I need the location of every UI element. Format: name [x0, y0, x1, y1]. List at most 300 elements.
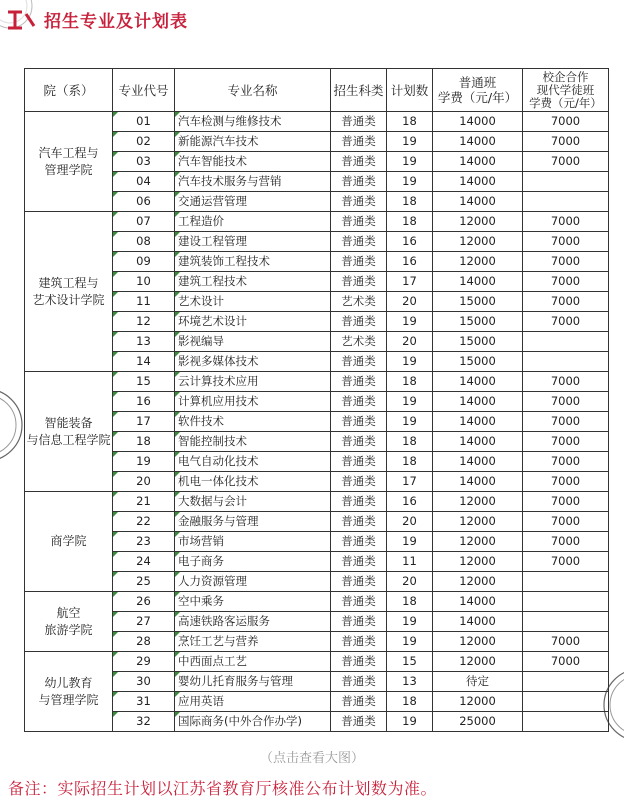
cell-marker-icon [175, 292, 180, 297]
cell-subject: 普通类 [331, 312, 387, 332]
table-row [25, 472, 609, 492]
cell-fee-coop: 7000 [523, 552, 609, 572]
table-row [25, 332, 609, 352]
cell-marker-icon [113, 392, 118, 397]
cell-name: 电子商务 [175, 552, 331, 572]
cell-marker-icon [175, 392, 180, 397]
cell-code: 30 [113, 672, 175, 692]
cell-subject: 艺术类 [331, 332, 387, 352]
table-row [25, 312, 609, 332]
cell-marker-icon [175, 472, 180, 477]
table-header-row [25, 69, 609, 112]
cell-name: 中西面点工艺 [175, 652, 331, 672]
cell-subject: 普通类 [331, 632, 387, 652]
cell-code: 25 [113, 572, 175, 592]
cell-code: 09 [113, 252, 175, 272]
table-row [25, 132, 609, 152]
cell-name: 市场营销 [175, 532, 331, 552]
cell-marker-icon [175, 272, 180, 277]
cell-marker-icon [175, 672, 180, 677]
cell-plan: 19 [387, 412, 433, 432]
table-row [25, 172, 609, 192]
cell-subject: 普通类 [331, 232, 387, 252]
cell-marker-icon [175, 612, 180, 617]
cell-code: 20 [113, 472, 175, 492]
cell-name: 新能源汽车技术 [175, 132, 331, 152]
table-row [25, 452, 609, 472]
cell-fee-coop: 7000 [523, 212, 609, 232]
arc-decoration-icon [0, 370, 26, 480]
cell-marker-icon [113, 692, 118, 697]
cell-marker-icon [175, 412, 180, 417]
dept-name: 建筑工程与 艺术设计学院 [25, 212, 113, 372]
cell-name: 建筑装饰工程技术 [175, 252, 331, 272]
cell-marker-icon [113, 612, 118, 617]
cell-subject: 普通类 [331, 432, 387, 452]
cell-fee-normal: 14000 [433, 472, 523, 492]
cell-subject: 普通类 [331, 192, 387, 212]
table-row [25, 612, 609, 632]
cell-marker-icon [113, 112, 118, 117]
table-row [25, 692, 609, 712]
cell-plan: 19 [387, 132, 433, 152]
cell-plan: 20 [387, 332, 433, 352]
cell-fee-coop: 7000 [523, 472, 609, 492]
dept-name: 智能装备 与信息工程学院 [25, 372, 113, 492]
cell-code: 26 [113, 592, 175, 612]
cell-fee-normal: 14000 [433, 152, 523, 172]
cell-code: 15 [113, 372, 175, 392]
cell-code: 06 [113, 192, 175, 212]
cell-fee-coop: 7000 [523, 152, 609, 172]
cell-marker-icon [113, 592, 118, 597]
cell-fee-coop [523, 672, 609, 692]
cell-marker-icon [113, 432, 118, 437]
cell-plan: 18 [387, 372, 433, 392]
cell-fee-coop [523, 572, 609, 592]
cell-fee-coop: 7000 [523, 512, 609, 532]
cell-plan: 16 [387, 252, 433, 272]
cell-fee-coop: 7000 [523, 532, 609, 552]
table-row [25, 292, 609, 312]
cell-subject: 普通类 [331, 592, 387, 612]
cell-plan: 20 [387, 292, 433, 312]
cell-marker-icon [113, 552, 118, 557]
cell-marker-icon [113, 192, 118, 197]
cell-fee-normal: 14000 [433, 432, 523, 452]
cell-marker-icon [175, 172, 180, 177]
cell-name: 云计算技术应用 [175, 372, 331, 392]
dept-name: 航空 旅游学院 [25, 592, 113, 652]
cell-code: 11 [113, 292, 175, 312]
cell-marker-icon [113, 452, 118, 457]
cell-plan: 18 [387, 692, 433, 712]
header-plan: 计划数 [387, 69, 433, 112]
table-row [25, 492, 609, 512]
table-row [25, 532, 609, 552]
cell-name: 计算机应用技术 [175, 392, 331, 412]
cell-marker-icon [113, 352, 118, 357]
cell-name: 应用英语 [175, 692, 331, 712]
cell-code: 22 [113, 512, 175, 532]
cell-marker-icon [175, 232, 180, 237]
cell-marker-icon [175, 552, 180, 557]
header-subject: 招生科类 [331, 69, 387, 112]
cell-marker-icon [175, 512, 180, 517]
cell-fee-normal: 12000 [433, 512, 523, 532]
cell-plan: 20 [387, 572, 433, 592]
cell-name: 工程造价 [175, 212, 331, 232]
cell-marker-icon [113, 372, 118, 377]
cell-subject: 普通类 [331, 712, 387, 732]
cell-name: 大数据与会计 [175, 492, 331, 512]
tool-icon [4, 6, 38, 34]
cell-subject: 普通类 [331, 132, 387, 152]
cell-subject: 普通类 [331, 352, 387, 372]
cell-fee-normal: 12000 [433, 212, 523, 232]
cell-plan: 19 [387, 632, 433, 652]
table-row [25, 512, 609, 532]
cell-code: 01 [113, 112, 175, 132]
cell-plan: 18 [387, 212, 433, 232]
cell-subject: 普通类 [331, 532, 387, 552]
cell-fee-normal: 15000 [433, 292, 523, 312]
cell-marker-icon [113, 332, 118, 337]
header-name: 专业名称 [175, 69, 331, 112]
table-row [25, 112, 609, 132]
cell-subject: 普通类 [331, 652, 387, 672]
cell-marker-icon [113, 492, 118, 497]
cell-plan: 18 [387, 452, 433, 472]
header-dept: 院（系） [25, 69, 113, 112]
cell-name: 建设工程管理 [175, 232, 331, 252]
cell-code: 08 [113, 232, 175, 252]
cell-code: 29 [113, 652, 175, 672]
cell-plan: 19 [387, 712, 433, 732]
cell-fee-normal: 14000 [433, 372, 523, 392]
dept-name: 商学院 [25, 492, 113, 592]
table-row [25, 232, 609, 252]
cell-plan: 13 [387, 672, 433, 692]
cell-fee-normal: 14000 [433, 412, 523, 432]
cell-code: 10 [113, 272, 175, 292]
cell-plan: 15 [387, 652, 433, 672]
cell-subject: 普通类 [331, 452, 387, 472]
table-row [25, 192, 609, 212]
cell-fee-normal: 15000 [433, 332, 523, 352]
cell-marker-icon [175, 572, 180, 577]
cell-plan: 11 [387, 552, 433, 572]
cell-marker-icon [175, 132, 180, 137]
cell-marker-icon [113, 172, 118, 177]
cell-name: 环境艺术设计 [175, 312, 331, 332]
cell-marker-icon [175, 352, 180, 357]
header-code: 专业代号 [113, 69, 175, 112]
table-row [25, 352, 609, 372]
table-row [25, 372, 609, 392]
cell-marker-icon [113, 652, 118, 657]
table-row [25, 652, 609, 672]
cell-fee-normal: 12000 [433, 692, 523, 712]
cell-name: 汽车智能技术 [175, 152, 331, 172]
title-bar [0, 0, 624, 40]
cell-marker-icon [175, 192, 180, 197]
cell-fee-normal: 12000 [433, 552, 523, 572]
remark-note: 备注：实际招生计划以江苏省教育厅核准公布计划数为准。 [8, 779, 438, 798]
cell-subject: 普通类 [331, 392, 387, 412]
cell-subject: 普通类 [331, 412, 387, 432]
cell-marker-icon [175, 212, 180, 217]
cell-marker-icon [113, 292, 118, 297]
cell-marker-icon [113, 152, 118, 157]
cell-name: 国际商务(中外合作办学) [175, 712, 331, 732]
cell-code: 07 [113, 212, 175, 232]
cell-marker-icon [113, 512, 118, 517]
cell-fee-normal: 12000 [433, 632, 523, 652]
cell-marker-icon [175, 452, 180, 457]
cell-fee-coop: 7000 [523, 452, 609, 472]
cell-marker-icon [175, 492, 180, 497]
table-row [25, 412, 609, 432]
cell-fee-coop: 7000 [523, 432, 609, 452]
cell-fee-coop: 7000 [523, 112, 609, 132]
cell-subject: 普通类 [331, 612, 387, 632]
cell-subject: 普通类 [331, 472, 387, 492]
cell-code: 04 [113, 172, 175, 192]
cell-marker-icon [113, 572, 118, 577]
cell-fee-normal: 12000 [433, 652, 523, 672]
cell-name: 高速铁路客运服务 [175, 612, 331, 632]
cell-fee-normal: 14000 [433, 612, 523, 632]
cell-marker-icon [175, 252, 180, 257]
cell-fee-normal: 14000 [433, 172, 523, 192]
cell-code: 31 [113, 692, 175, 712]
cell-plan: 18 [387, 192, 433, 212]
cell-marker-icon [113, 672, 118, 677]
cell-plan: 19 [387, 612, 433, 632]
cell-fee-normal: 14000 [433, 272, 523, 292]
cell-fee-coop [523, 592, 609, 612]
cell-marker-icon [113, 232, 118, 237]
cell-name: 电气自动化技术 [175, 452, 331, 472]
cell-fee-normal: 14000 [433, 392, 523, 412]
table-row [25, 272, 609, 292]
cell-code: 17 [113, 412, 175, 432]
cell-name: 烹饪工艺与营养 [175, 632, 331, 652]
cell-plan: 16 [387, 492, 433, 512]
cell-code: 28 [113, 632, 175, 652]
cell-marker-icon [113, 252, 118, 257]
cell-marker-icon [175, 712, 180, 717]
cell-subject: 普通类 [331, 552, 387, 572]
cell-subject: 普通类 [331, 272, 387, 292]
dept-name: 幼儿教育 与管理学院 [25, 652, 113, 732]
enrollment-plan-table [24, 68, 609, 732]
cell-fee-normal: 12000 [433, 532, 523, 552]
table-row [25, 672, 609, 692]
cell-fee-coop: 7000 [523, 252, 609, 272]
cell-fee-coop: 7000 [523, 132, 609, 152]
cell-fee-coop: 7000 [523, 272, 609, 292]
header-fee-coop: 校企合作 现代学徒班 学费（元/年） [523, 69, 609, 112]
cell-marker-icon [113, 532, 118, 537]
cell-marker-icon [175, 372, 180, 377]
cell-code: 27 [113, 612, 175, 632]
cell-plan: 17 [387, 472, 433, 492]
page-title: 招生专业及计划表 [44, 12, 188, 32]
cell-marker-icon [175, 112, 180, 117]
cell-subject: 普通类 [331, 672, 387, 692]
cell-fee-coop [523, 332, 609, 352]
cell-name: 智能控制技术 [175, 432, 331, 452]
table-row [25, 432, 609, 452]
cell-name: 人力资源管理 [175, 572, 331, 592]
header-fee-normal: 普通班 学费（元/年） [433, 69, 523, 112]
cell-fee-coop: 7000 [523, 632, 609, 652]
cell-fee-normal: 12000 [433, 492, 523, 512]
cell-fee-coop: 7000 [523, 372, 609, 392]
cell-code: 32 [113, 712, 175, 732]
table-row [25, 392, 609, 412]
cell-plan: 19 [387, 152, 433, 172]
cell-marker-icon [113, 472, 118, 477]
cell-fee-coop [523, 612, 609, 632]
cell-subject: 普通类 [331, 152, 387, 172]
cell-plan: 16 [387, 232, 433, 252]
cell-code: 18 [113, 432, 175, 452]
cell-marker-icon [175, 632, 180, 637]
table-row [25, 572, 609, 592]
cell-fee-normal: 25000 [433, 712, 523, 732]
cell-marker-icon [175, 312, 180, 317]
cell-plan: 18 [387, 432, 433, 452]
cell-subject: 艺术类 [331, 292, 387, 312]
cell-plan: 17 [387, 272, 433, 292]
cell-subject: 普通类 [331, 572, 387, 592]
cell-name: 软件技术 [175, 412, 331, 432]
cell-name: 交通运营管理 [175, 192, 331, 212]
cell-fee-coop: 7000 [523, 312, 609, 332]
cell-fee-normal: 12000 [433, 572, 523, 592]
cell-name: 艺术设计 [175, 292, 331, 312]
table-row [25, 252, 609, 272]
cell-marker-icon [113, 632, 118, 637]
cell-name: 建筑工程技术 [175, 272, 331, 292]
cell-marker-icon [113, 712, 118, 717]
cell-code: 14 [113, 352, 175, 372]
cell-fee-coop: 7000 [523, 652, 609, 672]
table-row [25, 152, 609, 172]
cell-name: 影视编导 [175, 332, 331, 352]
cell-name: 影视多媒体技术 [175, 352, 331, 372]
cell-fee-normal: 14000 [433, 112, 523, 132]
table-row [25, 712, 609, 732]
cell-plan: 19 [387, 312, 433, 332]
table-row [25, 592, 609, 612]
cell-fee-normal: 14000 [433, 452, 523, 472]
cell-plan: 18 [387, 592, 433, 612]
cell-marker-icon [175, 332, 180, 337]
cell-subject: 普通类 [331, 252, 387, 272]
cell-fee-normal: 12000 [433, 232, 523, 252]
cell-code: 02 [113, 132, 175, 152]
cell-plan: 19 [387, 392, 433, 412]
cell-fee-coop [523, 352, 609, 372]
cell-fee-coop: 7000 [523, 292, 609, 312]
cell-subject: 普通类 [331, 212, 387, 232]
cell-code: 12 [113, 312, 175, 332]
cell-fee-coop: 7000 [523, 492, 609, 512]
cell-fee-coop: 7000 [523, 392, 609, 412]
cell-code: 16 [113, 392, 175, 412]
cell-marker-icon [113, 212, 118, 217]
cell-subject: 普通类 [331, 512, 387, 532]
cell-plan: 19 [387, 172, 433, 192]
cell-marker-icon [175, 592, 180, 597]
cell-subject: 普通类 [331, 372, 387, 392]
cell-marker-icon [113, 312, 118, 317]
cell-name: 婴幼儿托育服务与管理 [175, 672, 331, 692]
cell-name: 空中乘务 [175, 592, 331, 612]
cell-fee-normal: 待定 [433, 672, 523, 692]
cell-fee-coop [523, 192, 609, 212]
cell-code: 24 [113, 552, 175, 572]
cell-name: 汽车技术服务与营销 [175, 172, 331, 192]
table-row [25, 212, 609, 232]
cell-code: 03 [113, 152, 175, 172]
cell-marker-icon [113, 412, 118, 417]
cell-fee-coop: 7000 [523, 412, 609, 432]
cell-subject: 普通类 [331, 692, 387, 712]
cell-fee-normal: 14000 [433, 132, 523, 152]
cell-fee-normal: 12000 [433, 252, 523, 272]
cell-code: 13 [113, 332, 175, 352]
cell-subject: 普通类 [331, 172, 387, 192]
cell-fee-normal: 15000 [433, 312, 523, 332]
cell-name: 机电一体化技术 [175, 472, 331, 492]
cell-code: 23 [113, 532, 175, 552]
table-row [25, 632, 609, 652]
view-larger-caption[interactable]: （点击查看大图） [259, 751, 364, 766]
cell-code: 21 [113, 492, 175, 512]
cell-name: 金融服务与管理 [175, 512, 331, 532]
cell-fee-normal: 14000 [433, 192, 523, 212]
cell-fee-normal: 14000 [433, 592, 523, 612]
cell-subject: 普通类 [331, 492, 387, 512]
cell-name: 汽车检测与维修技术 [175, 112, 331, 132]
cell-subject: 普通类 [331, 112, 387, 132]
cell-plan: 19 [387, 532, 433, 552]
cell-marker-icon [175, 652, 180, 657]
cell-marker-icon [175, 532, 180, 537]
cell-plan: 20 [387, 512, 433, 532]
cell-marker-icon [113, 132, 118, 137]
table-row [25, 552, 609, 572]
cell-code: 19 [113, 452, 175, 472]
cell-fee-coop: 7000 [523, 232, 609, 252]
cell-plan: 18 [387, 112, 433, 132]
cell-marker-icon [175, 692, 180, 697]
cell-fee-coop [523, 692, 609, 712]
cell-fee-coop [523, 712, 609, 732]
cell-plan: 19 [387, 352, 433, 372]
cell-fee-normal: 15000 [433, 352, 523, 372]
dept-name: 汽车工程与 管理学院 [25, 112, 113, 212]
cell-marker-icon [175, 152, 180, 157]
cell-fee-coop [523, 172, 609, 192]
cell-marker-icon [113, 272, 118, 277]
cell-marker-icon [175, 432, 180, 437]
